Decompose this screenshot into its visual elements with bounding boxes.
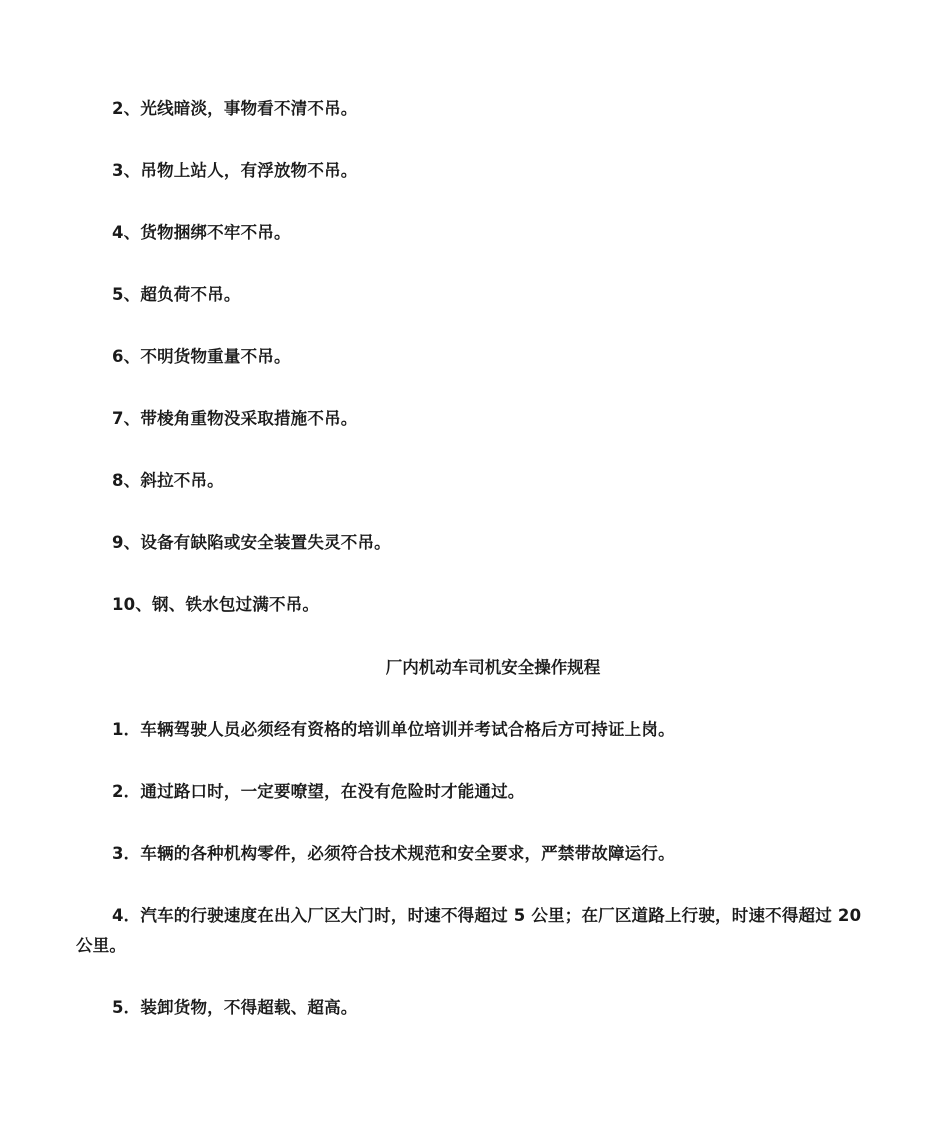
driver-rule-1: 1．车辆驾驶人员必须经有资格的培训单位培训并考试合格后方可持证上岗。 [112, 720, 675, 739]
driver-rule-2: 2．通过路口时，一定要嘹望，在没有危险时才能通过。 [112, 782, 525, 801]
crane-rule-9: 9、设备有缺陷或安全装置失灵不吊。 [112, 533, 391, 552]
driver-rule-4: 4．汽车的行驶速度在出入厂区大门时，时速不得超过 5 公里；在厂区道路上行驶，时速不得超过 20 公里。 [76, 906, 862, 955]
crane-rule-2: 2、光线暗淡，事物看不清不吊。 [112, 99, 358, 118]
crane-rule-8: 8、斜拉不吊。 [112, 471, 224, 490]
crane-rule-4: 4、货物捆绑不牢不吊。 [112, 223, 291, 242]
crane-rule-3: 3、吊物上站人，有浮放物不吊。 [112, 161, 358, 180]
crane-rule-7: 7、带棱角重物没采取措施不吊。 [112, 409, 358, 428]
section-title: 厂内机动车司机安全操作规程 [385, 658, 601, 677]
crane-rule-10: 10、钢、铁水包过满不吊。 [112, 595, 320, 614]
crane-rule-5: 5、超负荷不吊。 [112, 285, 241, 304]
crane-rule-6: 6、不明货物重量不吊。 [112, 347, 291, 366]
driver-rule-3: 3．车辆的各种机构零件，必须符合技术规范和安全要求，严禁带故障运行。 [112, 844, 675, 863]
driver-rule-5: 5．装卸货物，不得超载、超高。 [112, 998, 358, 1017]
